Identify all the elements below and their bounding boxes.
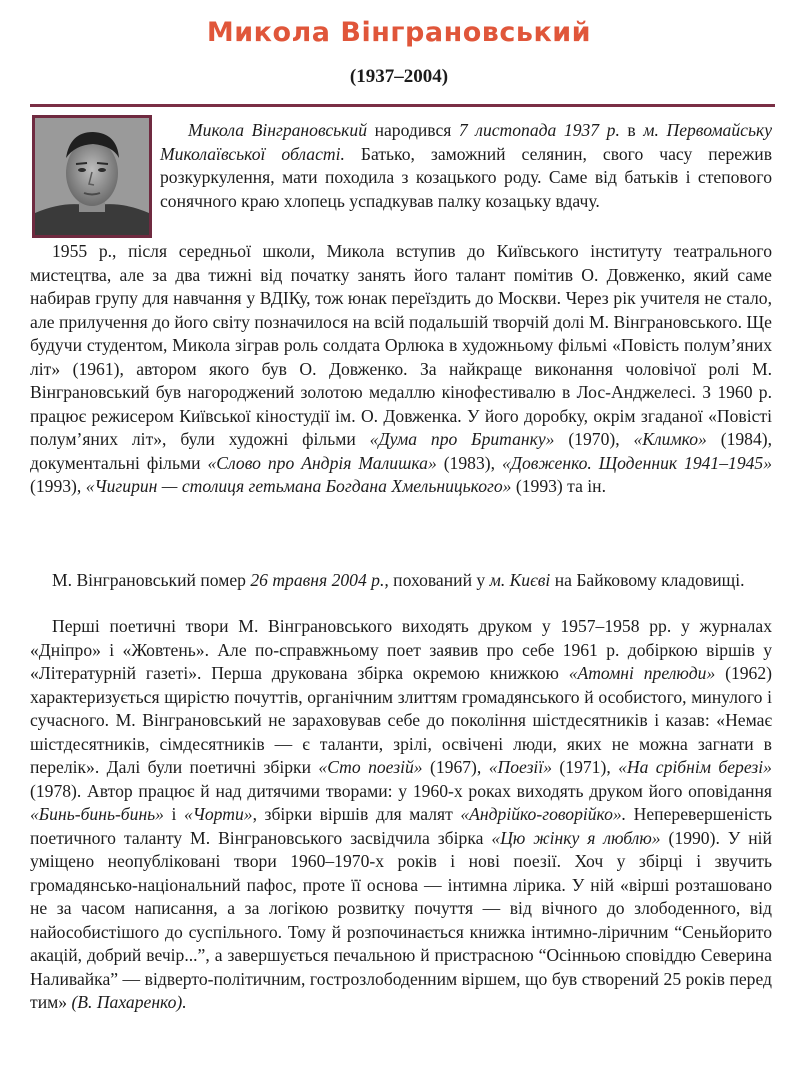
- text: Неперевершеність поетичного таланту М. Вінграновського засвідчила збірка: [30, 804, 772, 848]
- film-title: «Климко»: [633, 429, 707, 449]
- text: (1978). Автор працює й над дитячими творами: у 1960-х роках виходять друком його оповідання: [30, 780, 772, 801]
- text: (1984), документальні фільми: [30, 429, 773, 473]
- text: (1993) та ін.: [511, 476, 606, 496]
- text: Батько, заможний селянин, свого часу пережив розкуркулення, мати походила з козацького роду. Саме від батьків і степового сонячного краю хлопець успадкував палку козацьку вдачу.: [160, 143, 772, 211]
- text: (1967),: [422, 757, 489, 777]
- film-title: «Довженко. Щоденник 1941–1945»: [501, 452, 773, 473]
- header-divider: [30, 104, 775, 107]
- death-date: 26 травня 2004 р.,: [250, 570, 389, 590]
- book-title: «Поезії»: [488, 757, 553, 777]
- film-title: «Чигирин — столиця гетьмана Богдана Хмельницького»: [85, 476, 512, 496]
- page-title: Микола Вінграновський: [206, 17, 592, 48]
- text: (1990). У ній уміщено неопубліковані твори 1960–1970-х років і нові поезії. Хоч у збірці і звучить громадянсько-національний пафос, проте її основа — інтимна лірика. У ній «вірші розташовано не за часом написання, а за логікою розвитку почуття — від вічного до злободенного, від найособистішого до суспільного. Тому й розпочинається книжка інтимно-ліричним “Сеньйорито акацій, добрий вечір...”, а завершується печальною й пристрасною “Осінньою сповіддю Северина Наливайка” — відверто-політичним, гострозлободенним віршем, що був створений 25 років перед тим»: [30, 827, 772, 1012]
- text: М. Вінграновський помер: [52, 570, 251, 590]
- text: (1983),: [436, 452, 502, 473]
- text: похований у: [388, 570, 490, 590]
- book-title: «Сто поезій»: [318, 757, 423, 777]
- birth-date: 7 листопада 1937 р.: [458, 120, 620, 140]
- poetry-paragraph: [30, 615, 772, 1015]
- text: , збірки віршів для малят: [252, 804, 461, 824]
- intro-paragraph: [160, 119, 772, 213]
- book-title: «Цю жінку я люблю»: [491, 827, 661, 848]
- author-portrait: [32, 115, 152, 238]
- author-name: Микола Вінграновський: [188, 120, 368, 140]
- book-title: «Андрійко-говорійко».: [460, 804, 627, 824]
- story-title: «Бинь-бинь-бинь»: [30, 804, 164, 824]
- book-title: «Атомні прелюди»: [568, 663, 716, 683]
- story-title: «Чорти»: [183, 804, 253, 824]
- text: (1970),: [554, 429, 634, 449]
- birth-place: м. Первомайську Миколаївської області.: [160, 120, 773, 164]
- book-title: «На срібнім березі»: [618, 757, 772, 777]
- death-paragraph: [30, 569, 772, 593]
- quote-author: (В. Пахаренко).: [71, 992, 187, 1012]
- text: і: [163, 804, 184, 824]
- text: (1993),: [30, 476, 86, 496]
- text: в: [619, 120, 644, 140]
- text: (1971),: [552, 757, 619, 777]
- burial-place: м. Києві: [489, 570, 551, 590]
- life-years: (1937–2004): [349, 66, 449, 87]
- film-title: «Слово про Андрія Малишка»: [207, 452, 437, 473]
- text: на Байковому кладовищі.: [550, 570, 745, 590]
- text: (1962) характеризується щирістю почуттів, органічним злиттям громадянського й особистого, минулого і сучасного. М. Вінграновський не зараховував себе до покоління шістдесятників і казав: «Немає шістдесятників, сімдесятників — є таланти, зрілі, освічені люди, яких не можна загнати в перелік». Далі були поетичні збірки: [30, 663, 772, 777]
- text: 1955 р., після середньої школи, Микола вступив до Київського інституту театрального мистецтва, але за два тижні від початку занять його талант помітив О. Довженко, який саме набирав групу для навчання у ВДІКу, тож юнак переїздить до Москви. Через рік учителя не стало, але прилучення до його світу позначилося на всій подальшій творчій долі М. Вінграновського. Ще будучи студентом, Микола зіграв роль солдата Орлюка в художньому фільмі «Повість полум’яних літ» (1961), автором якого був О. Довженко. За найкраще виконання чоловічої ролі М. Вінграновський був нагороджений золотою медаллю кінофестивалю в Лос-Анджелесі. З 1960 р. працює режисером Київської кіностудії ім. О. Довженка. У його доробку, окрім згаданої «Повісті полум’яних літ», були художні фільми: [30, 241, 772, 449]
- portrait-image: [35, 118, 149, 235]
- film-title: «Дума про Британку»: [369, 429, 555, 449]
- film-career-paragraph: [30, 240, 772, 499]
- text: Перші поетичні твори М. Вінграновського виходять друком у 1957–1958 рр. у журналах «Дніпро» і «Жовтень». Але по-справжньому поет заявив про себе 1961 р. добіркою віршів у «Літературній газеті». Перша друкована збірка окремою книжкою: [30, 616, 772, 683]
- text: народився: [367, 120, 459, 140]
